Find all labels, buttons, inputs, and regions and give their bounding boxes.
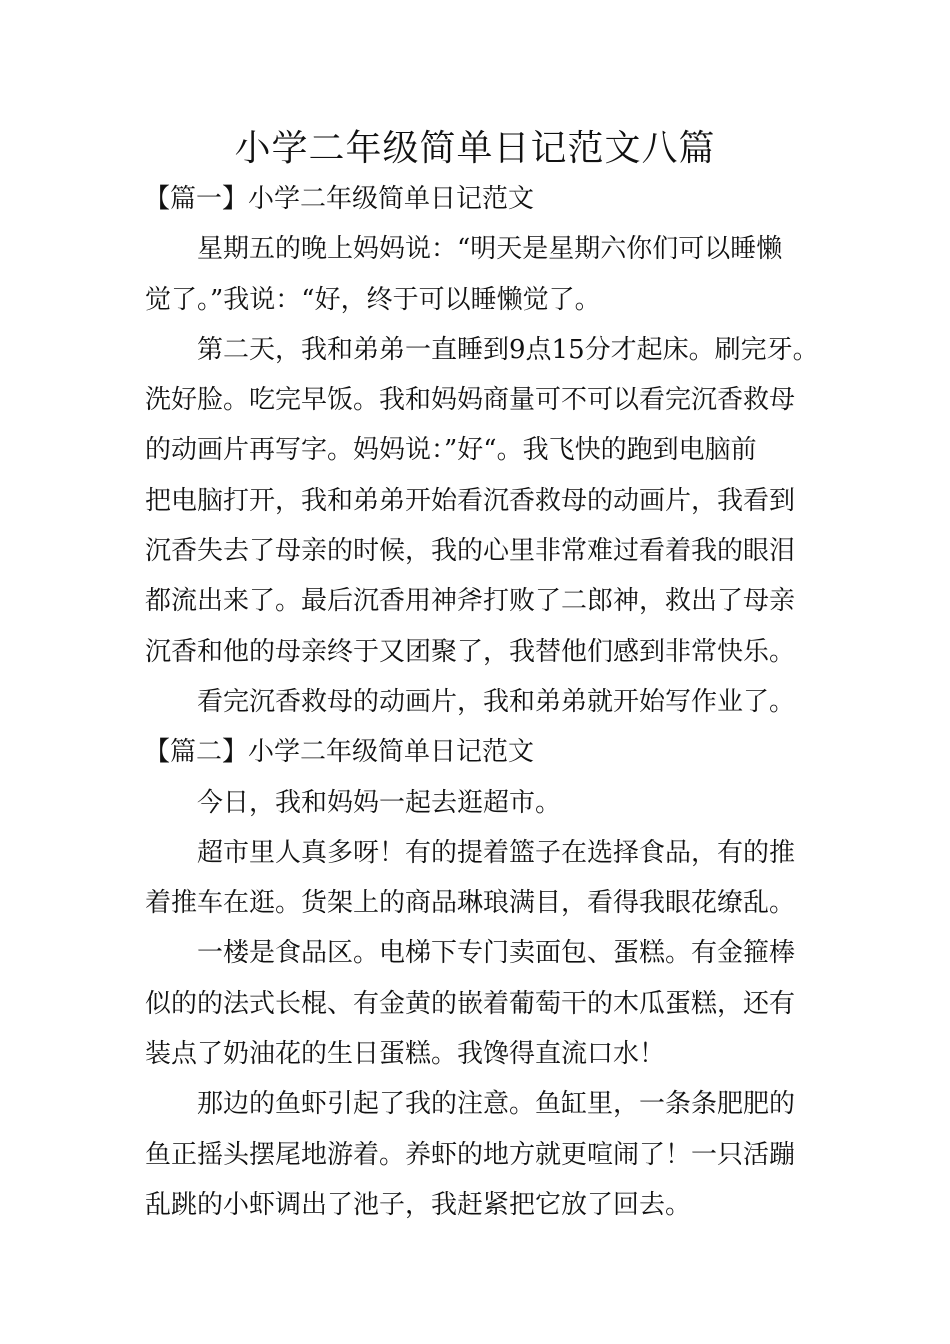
text-line: 觉了。”我说：“好，终于可以睡懒觉了。 [145,284,601,315]
section-heading: 【篇二】小学二年级简单日记范文 [144,737,535,768]
paragraph [145,1079,835,1230]
text-line: 沉香失去了母亲的时候，我的心里非常难过看着我的眼泪 [145,536,796,567]
text-line: 星期五的晚上妈妈说：“明天是星期六你们可以睡懒 [197,234,783,265]
text-line: 的动画片再写字。妈妈说：”好“。我飞快的跑到电脑前 [145,435,757,466]
text-line: 那边的鱼虾引起了我的注意。鱼缸里，一条条肥肥的 [197,1089,796,1120]
document-body [145,174,835,1230]
text-line: 着推车在逛。货架上的商品琳琅满目，看得我眼花缭乱。 [145,888,796,919]
paragraph [145,325,835,677]
text-line: 鱼正摇头摆尾地游着。养虾的地方就更喧闹了！一只活蹦 [145,1139,796,1170]
text-line: 似的的法式长棍、有金黄的嵌着葡萄干的木瓜蛋糕，还有 [145,988,796,1019]
text-line: 洗好脸。吃完早饭。我和妈妈商量可不可以看完沉香救母 [145,385,796,416]
text-line: 第二天，我和弟弟一直睡到9点15分才起床。刷完牙。 [197,334,819,365]
text-line: 都流出来了。最后沉香用神斧打败了二郎神，救出了母亲 [145,586,796,617]
text-line: 乱跳的小虾调出了池子，我赶紧把它放了回去。 [145,1189,692,1220]
paragraph [145,677,835,727]
text-line: 今日，我和妈妈一起去逛超市。 [197,787,562,818]
text-line: 超市里人真多呀！有的提着篮子在选择食品，有的推 [197,837,796,868]
paragraph [145,778,835,828]
section-heading: 【篇一】小学二年级简单日记范文 [144,184,535,214]
paragraph [145,828,835,929]
document-title: 小学二年级简单日记范文八篇 [234,128,716,169]
text-line: 看完沉香救母的动画片，我和弟弟就开始写作业了。 [197,686,796,717]
text-line: 一楼是食品区。电梯下专门卖面包、蛋糕。有金箍棒 [197,938,796,969]
text-line: 把电脑打开，我和弟弟开始看沉香救母的动画片，我看到 [145,485,796,516]
text-line: 装点了奶油花的生日蛋糕。我馋得直流口水！ [145,1039,666,1070]
paragraph [145,928,835,1079]
text-line: 沉香和他的母亲终于又团聚了，我替他们感到非常快乐。 [145,636,796,667]
paragraph [145,224,835,325]
